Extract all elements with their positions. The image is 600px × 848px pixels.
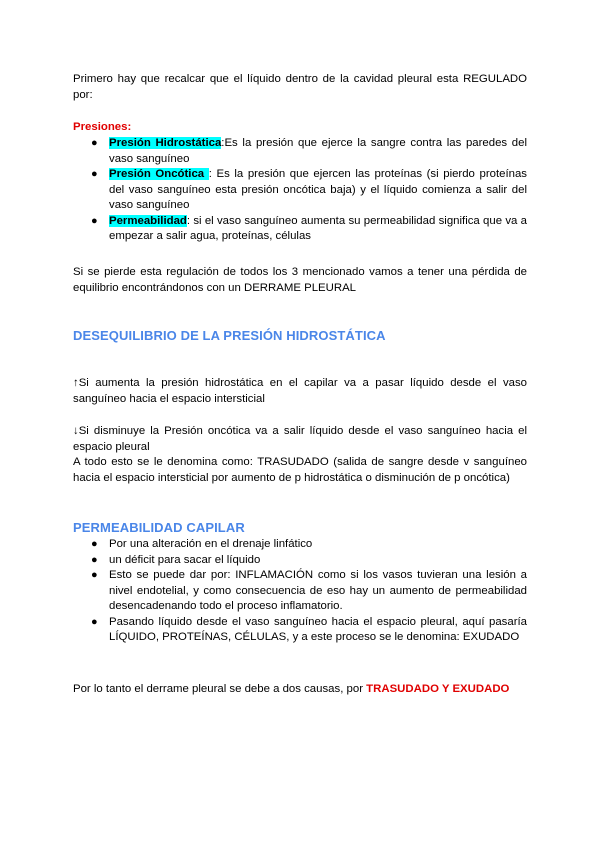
bullet-icon: ● <box>91 214 98 227</box>
conclusion-highlight: TRASUDADO Y EXUDADO <box>366 683 510 695</box>
bullet-icon: ● <box>91 615 98 628</box>
list-item <box>73 553 527 569</box>
definition-text: : si el vaso sanguíneo aumenta su permeabilidad significa que va a empezar a salir agua, proteínas, células <box>109 214 527 242</box>
conclusion-text: Por lo tanto el derrame pleural se debe a dos causas, por <box>73 683 367 695</box>
summary-paragraph: Si se pierde esta regulación de todos los 3 mencionado vamos a tener una pérdida de equilibrio encontrándonos con un DERRAME PLEURAL <box>73 266 527 294</box>
list-item <box>73 167 527 214</box>
section-heading-hidrostatica: DESEQUILIBRIO DE LA PRESIÓN HIDROSTÁTICA <box>73 328 386 343</box>
definition-text: : Es la presión que ejercen las proteínas (si pierdo proteínas del vaso sanguíneo esta presión oncótica baja) y el líquido comienza a salir del vaso sanguíneo <box>109 168 527 211</box>
list-item-text: Por una alteración en el drenaje linfático <box>109 538 313 550</box>
list-item <box>73 615 527 646</box>
paragraph-disminucion: ↓Si disminuye la Presión oncótica va a salir líquido desde el vaso sanguíneo hacia el espacio pleural <box>73 425 527 453</box>
bullet-icon: ● <box>91 137 98 149</box>
presiones-list <box>73 136 527 245</box>
presiones-heading: Presiones: <box>73 121 132 133</box>
paragraph-trasudado: A todo esto se le denomina como: TRASUDADO (salida de sangre desde v sanguíneo hacia el espacio intersticial por aumento de p hidrostática o disminución de p oncótica) <box>73 456 527 484</box>
term-permeabilidad: Permeabilidad <box>109 214 187 227</box>
conclusion-paragraph <box>73 682 527 698</box>
term-presion-hidrostatica: Presión Hidrostática <box>109 137 222 149</box>
bullet-icon: ● <box>91 553 98 566</box>
list-item <box>73 568 527 615</box>
permeabilidad-list <box>73 537 527 646</box>
list-item <box>73 537 527 553</box>
list-item-text: Pasando líquido desde el vaso sanguíneo hacia el espacio pleural, aquí pasaría LÍQUIDO, PROTEÍNAS, CÉLULAS, y a este proceso se le denomina: EXUDADO <box>109 615 527 643</box>
bullet-icon: ● <box>91 538 98 550</box>
paragraph-aumento: ↑Si aumenta la presión hidrostática en el capilar va a pasar líquido desde el vaso sanguíneo hacia el espacio intersticial <box>73 377 527 405</box>
list-item <box>73 136 527 167</box>
term-presion-oncotica: Presión Oncótica <box>109 168 209 180</box>
list-item-text: un déficit para sacar el líquido <box>109 553 261 566</box>
definition-text: :Es la presión que ejerce la sangre contra las paredes del vaso sanguíneo <box>109 137 528 165</box>
intro-paragraph: Primero hay que recalcar que el líquido dentro de la cavidad pleural esta REGULADO por: <box>73 73 527 101</box>
section-heading-permeabilidad: PERMEABILIDAD CAPILAR <box>73 520 245 535</box>
bullet-icon: ● <box>91 569 98 581</box>
list-item-text: Esto se puede dar por: INFLAMACIÓN como si los vasos tuvieran una lesión a nivel endotelial, y como consecuencia de eso hay un aumento de permeabilidad desencadenando todo el proceso inflamatorio. <box>109 569 527 612</box>
list-item <box>73 214 527 245</box>
bullet-icon: ● <box>91 168 98 180</box>
